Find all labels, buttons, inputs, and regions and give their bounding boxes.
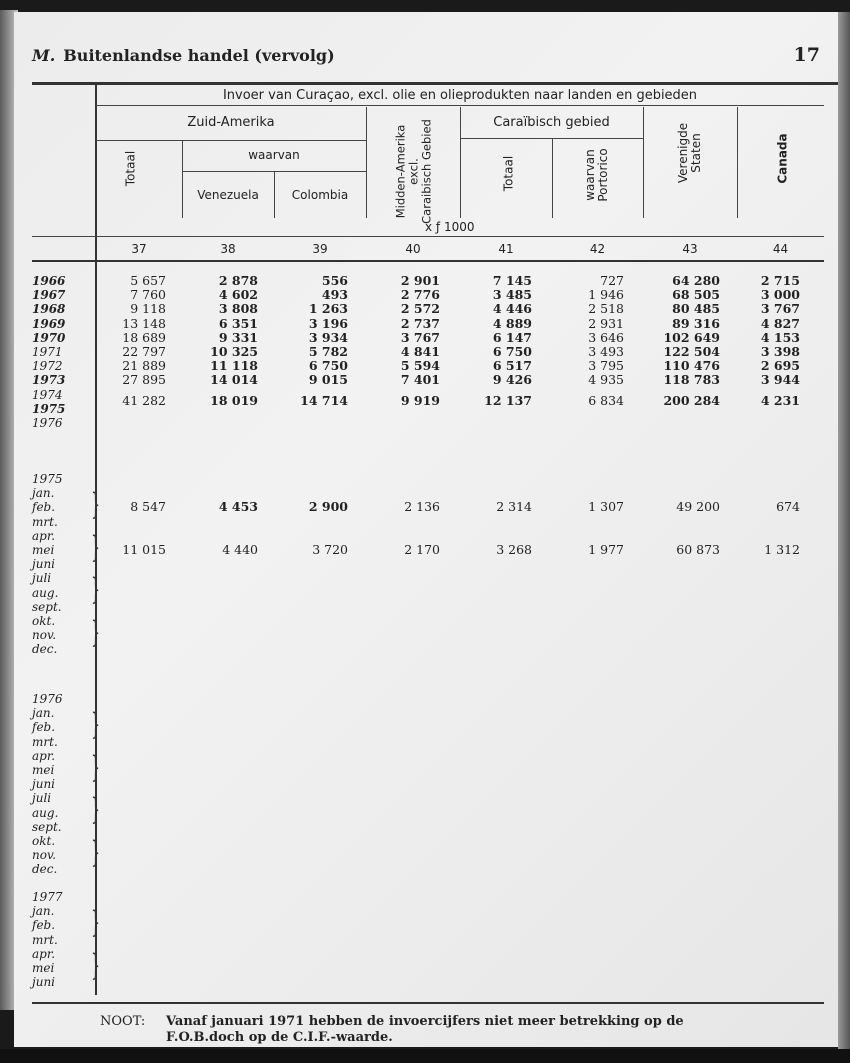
monthly-year-label: 1975 [32, 472, 63, 486]
table-cell: 68 505 [672, 287, 720, 303]
month-label: feb. [32, 500, 56, 515]
month-label: aug. [32, 805, 59, 820]
table-cell: 4 889 [492, 315, 532, 331]
quarter-cell: 2 314 [496, 499, 532, 515]
table-cell: 9 331 [218, 329, 258, 345]
table-cell: 2 518 [588, 301, 624, 317]
col-header-totaal-zuid: Totaal [123, 150, 138, 187]
col-number: 38 [220, 242, 236, 256]
table-cell: 2 776 [400, 287, 440, 303]
header-rule [32, 82, 838, 85]
table-cell: 2 901 [400, 273, 440, 288]
group-zuid-amerika: Zuid-Amerika [187, 115, 275, 130]
table-cell: 122 504 [663, 344, 720, 359]
table-cell: 6 147 [492, 329, 532, 345]
col-number: 44 [772, 242, 789, 256]
col-divider [643, 107, 644, 218]
quarter-cell: 2 136 [404, 499, 440, 515]
footnote [100, 1014, 684, 1046]
table-cell: 22 797 [122, 344, 166, 359]
quarter-brace: } [91, 572, 100, 608]
quarter-cell: 3 268 [496, 542, 532, 557]
month-label: juni [32, 557, 56, 572]
month-label: mrt. [32, 734, 58, 749]
table-cell: 4 602 [218, 287, 258, 303]
quarter-brace: } [91, 792, 100, 828]
month-label: apr. [32, 528, 56, 543]
month-label: jan. [32, 706, 55, 721]
table-cell: 7 401 [400, 372, 440, 388]
table-cell: 3 795 [588, 358, 624, 374]
table-cell: 7 760 [130, 287, 166, 303]
month-label: aug. [32, 585, 59, 600]
col-number: 41 [498, 242, 514, 256]
page-edge-right [838, 12, 850, 1052]
quarter-cell: 49 200 [676, 499, 720, 515]
table-cell: 102 649 [663, 329, 720, 345]
col-header-totaal-carib: Totaal [501, 155, 516, 192]
row-year-label: 1976 [32, 416, 63, 430]
group-caraibisch: Caraïbisch gebied [493, 115, 610, 130]
table-cell: 5 594 [400, 358, 440, 374]
table-cell: 9 015 [308, 372, 348, 388]
quarter-cell: 11 015 [122, 542, 166, 557]
table-cell: 2 715 [760, 273, 800, 288]
quarter-brace: } [91, 749, 100, 785]
month-label: sept. [32, 599, 62, 614]
quarter-brace: } [91, 529, 100, 565]
table-cell: 6 834 [588, 392, 624, 408]
footnote-line2: F.O.B.doch op de C.I.F.-waarde. [166, 1030, 393, 1045]
month-label: okt. [32, 834, 56, 848]
page-number: 17 [793, 44, 820, 66]
month-label: juni [32, 975, 56, 990]
row-year-label: 1969 [32, 316, 66, 331]
quarter-cell: 8 547 [130, 499, 166, 515]
table-cell: 3 934 [308, 329, 348, 345]
table-cell: 2 572 [400, 301, 440, 317]
table-cell: 3 485 [492, 287, 532, 303]
table-cell: 64 280 [672, 273, 720, 288]
month-label: jan. [32, 904, 55, 919]
row-year-label: 1966 [32, 274, 66, 288]
month-label: feb. [32, 918, 56, 933]
table-cell: 9 919 [400, 392, 440, 408]
row-year-label: 1968 [32, 302, 66, 317]
table-cell: 2 878 [218, 273, 258, 288]
table-cell: 21 889 [122, 358, 166, 374]
col-header-midden-amerika: Midden-Amerika excl. Caraibisch Gebied [393, 119, 434, 224]
table-cell: 3 000 [760, 287, 800, 303]
col-header-verenigde-staten: Verenigde Staten [676, 122, 703, 184]
col-divider [552, 138, 553, 218]
row-year-label: 1975 [32, 401, 66, 416]
monthly-year-label: 1977 [32, 890, 63, 904]
row-year-label: 1972 [32, 359, 63, 374]
header-bottom-rule [32, 236, 824, 237]
table-cell: 9 426 [492, 372, 532, 388]
month-label: mrt. [32, 932, 58, 947]
table-cell: 4 935 [588, 372, 624, 388]
month-label: okt. [32, 614, 56, 628]
quarter-cell: 1 307 [588, 499, 624, 515]
table-cell: 80 485 [672, 301, 720, 317]
table-cell: 5 657 [130, 273, 166, 288]
month-label: apr. [32, 946, 56, 961]
table-cell: 6 750 [308, 358, 348, 374]
month-label: feb. [32, 720, 56, 735]
row-year-label: 1971 [32, 345, 63, 359]
quarter-cell: 60 873 [676, 542, 720, 557]
table-cell: 3 944 [760, 372, 800, 388]
group-waarvan: waarvan [248, 148, 300, 162]
table-cell: 6 517 [492, 358, 532, 374]
col-divider [366, 107, 367, 218]
quarter-brace: } [91, 835, 100, 870]
table-cell: 4 153 [760, 329, 800, 345]
table-cell: 18 689 [122, 329, 166, 345]
month-label: mei [32, 543, 55, 557]
quarter-brace: } [91, 615, 100, 650]
table-cell: 14 714 [300, 392, 348, 408]
quarter-cell: 3 720 [312, 542, 348, 557]
col-divider [737, 107, 738, 218]
table-cell: 27 895 [122, 372, 166, 388]
month-label: mrt. [32, 514, 58, 529]
quarter-cell: 1 977 [588, 542, 624, 557]
table-cell: 493 [321, 287, 348, 303]
unit-label: x ƒ 1000 [425, 220, 475, 234]
table-cell: 5 782 [308, 344, 348, 359]
table-cell: 9 118 [130, 301, 166, 317]
quarter-brace: } [91, 707, 100, 743]
quarter-brace: } [91, 905, 100, 941]
month-label: nov. [32, 628, 57, 643]
month-label: jan. [32, 486, 55, 501]
row-year-label: 1973 [32, 373, 66, 388]
table-cell: 3 767 [400, 329, 440, 345]
table-cell: 10 325 [210, 344, 258, 359]
col-header-venezuela: Venezuela [197, 188, 259, 202]
table-cell: 18 019 [210, 392, 258, 408]
quarter-cell: 4 440 [222, 542, 258, 557]
col-number: 43 [682, 242, 698, 256]
row-year-label: 1974 [32, 387, 63, 402]
table-cell: 2 695 [760, 358, 800, 374]
section-letter: M. [32, 46, 56, 65]
col-number: 37 [131, 242, 147, 256]
col-header-portorico: waarvan Portorico [583, 148, 610, 202]
month-label: juli [32, 571, 52, 586]
table-cell: 12 137 [484, 392, 532, 408]
col-number: 40 [405, 242, 421, 256]
table-cell: 13 148 [122, 315, 166, 331]
table-cell: 3 767 [760, 301, 800, 317]
table-cell: 118 783 [663, 372, 720, 388]
month-label: nov. [32, 848, 57, 863]
table-cell: 110 476 [663, 358, 720, 374]
table-cell: 3 646 [588, 329, 624, 345]
table-cell: 1 263 [308, 301, 348, 317]
table-cell: 3 808 [218, 301, 258, 317]
colnum-rule [32, 260, 824, 262]
table-cell: 6 351 [218, 315, 258, 331]
col-header-colombia: Colombia [291, 188, 349, 202]
table-cell: 1 946 [588, 287, 624, 303]
month-label: juni [32, 777, 56, 792]
document-page [14, 12, 840, 1047]
table-cell: 3 493 [588, 344, 624, 359]
month-label: apr. [32, 748, 56, 763]
row-year-label: 1970 [32, 330, 66, 345]
footnote-label: NOOT: [100, 1014, 146, 1029]
table-cell: 200 284 [663, 392, 720, 408]
section-title [32, 46, 335, 65]
table-title: Invoer van Curaçao, excl. olie en olieprodukten naar landen en gebieden [222, 88, 698, 103]
quarter-brace: } [91, 487, 100, 523]
month-label: mei [32, 961, 55, 975]
month-label: dec. [32, 642, 58, 657]
month-label: sept. [32, 819, 62, 834]
table-cell: 2 737 [400, 315, 440, 331]
quarter-cell: 674 [776, 499, 800, 515]
col-number: 39 [312, 242, 328, 256]
month-label: dec. [32, 862, 58, 877]
col-header-canada: Canada [775, 133, 790, 184]
quarter-cell: 1 312 [764, 542, 800, 557]
month-label: mei [32, 763, 55, 777]
table-cell: 4 446 [492, 301, 532, 317]
table-cell: 4 841 [400, 344, 440, 359]
table-cell: 41 282 [122, 392, 166, 408]
quarter-cell: 2 170 [404, 542, 440, 557]
section-title-text: Buitenlandse handel (vervolg) [63, 46, 335, 65]
table-cell: 556 [321, 273, 348, 288]
table-cell: 4 827 [760, 315, 800, 331]
table-cell: 11 118 [210, 358, 258, 374]
quarter-brace: } [91, 947, 100, 983]
table-cell: 6 750 [492, 344, 532, 359]
table-cell: 727 [600, 273, 624, 288]
table-cell: 4 231 [760, 392, 800, 408]
table-cell: 2 931 [588, 315, 624, 331]
monthly-year-label: 1976 [32, 692, 63, 706]
table-bottom-rule [32, 1002, 824, 1004]
quarter-cell: 2 900 [308, 499, 348, 515]
month-label: juli [32, 791, 52, 806]
table-cell: 89 316 [672, 315, 720, 331]
table-cell: 7 145 [492, 273, 532, 288]
footnote-line1: Vanaf januari 1971 hebben de invoercijfers niet meer betrekking op de [166, 1014, 684, 1029]
quarter-cell: 4 453 [218, 499, 258, 515]
col-number: 42 [589, 242, 606, 256]
title-rule [96, 105, 824, 106]
table-cell: 3 398 [760, 344, 800, 359]
row-year-label: 1967 [32, 288, 66, 303]
page-edge-bottom [0, 1049, 850, 1063]
table-cell: 3 196 [308, 315, 348, 331]
table-cell: 14 014 [210, 372, 258, 388]
